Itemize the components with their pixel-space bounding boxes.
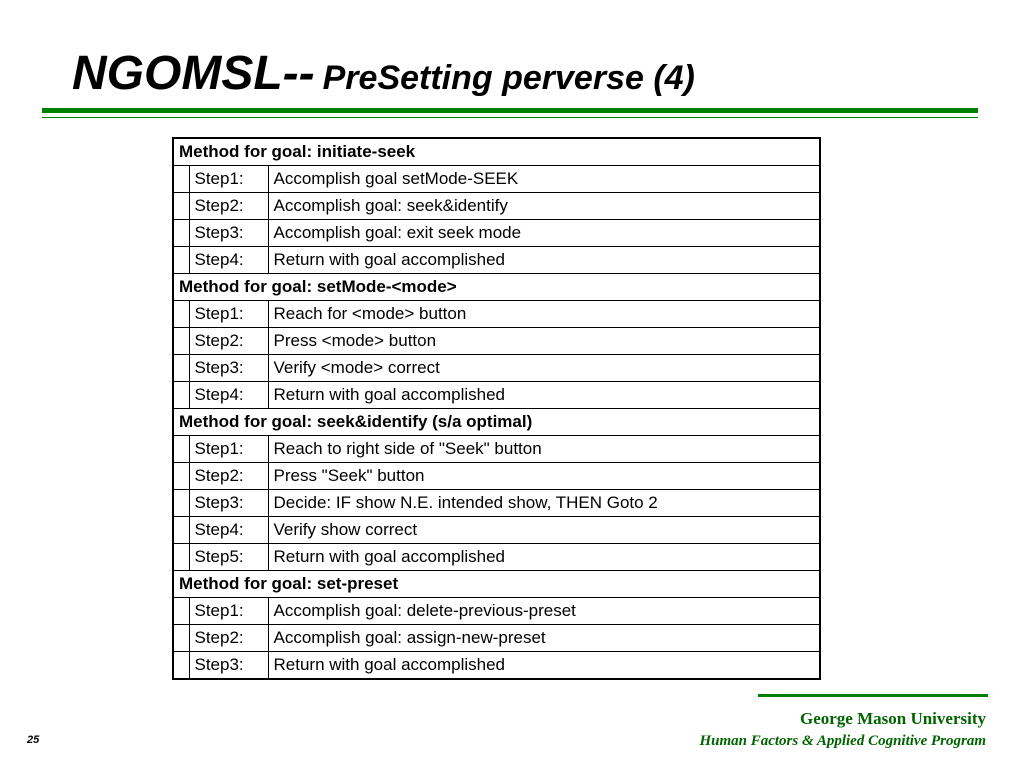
step-row bbox=[173, 247, 820, 274]
step-row bbox=[173, 166, 820, 193]
step-text: Return with goal accomplished bbox=[268, 544, 820, 571]
step-text: Reach to right side of "Seek" button bbox=[268, 436, 820, 463]
footer-rule bbox=[758, 694, 988, 697]
step-indent-cell bbox=[173, 193, 189, 220]
step-indent-cell bbox=[173, 166, 189, 193]
step-indent-cell bbox=[173, 301, 189, 328]
step-text: Return with goal accomplished bbox=[268, 247, 820, 274]
step-row bbox=[173, 517, 820, 544]
step-text: Accomplish goal: delete-previous-preset bbox=[268, 598, 820, 625]
step-text: Accomplish goal setMode-SEEK bbox=[268, 166, 820, 193]
step-text: Decide: IF show N.E. intended show, THEN Goto 2 bbox=[268, 490, 820, 517]
step-text: Press "Seek" button bbox=[268, 463, 820, 490]
step-label: Step1: bbox=[189, 301, 268, 328]
methods-table-body bbox=[173, 138, 820, 679]
step-indent-cell bbox=[173, 517, 189, 544]
program-name: Human Factors & Applied Cognitive Program bbox=[699, 733, 986, 749]
step-label: Step1: bbox=[189, 598, 268, 625]
step-label: Step4: bbox=[189, 517, 268, 544]
step-label: Step3: bbox=[189, 220, 268, 247]
step-row bbox=[173, 355, 820, 382]
step-label: Step3: bbox=[189, 355, 268, 382]
step-text: Accomplish goal: assign-new-preset bbox=[268, 625, 820, 652]
step-row bbox=[173, 463, 820, 490]
method-header-row bbox=[173, 409, 820, 436]
step-label: Step2: bbox=[189, 463, 268, 490]
step-text: Verify <mode> correct bbox=[268, 355, 820, 382]
step-row bbox=[173, 382, 820, 409]
step-indent-cell bbox=[173, 382, 189, 409]
method-header-row bbox=[173, 138, 820, 166]
step-label: Step1: bbox=[189, 166, 268, 193]
step-indent-cell bbox=[173, 328, 189, 355]
step-indent-cell bbox=[173, 544, 189, 571]
step-label: Step3: bbox=[189, 652, 268, 680]
step-row bbox=[173, 625, 820, 652]
step-indent-cell bbox=[173, 247, 189, 274]
step-text: Reach for <mode> button bbox=[268, 301, 820, 328]
step-label: Step2: bbox=[189, 193, 268, 220]
step-indent-cell bbox=[173, 625, 189, 652]
step-label: Step2: bbox=[189, 625, 268, 652]
step-row bbox=[173, 544, 820, 571]
method-header: Method for goal: set-preset bbox=[173, 571, 820, 598]
step-indent-cell bbox=[173, 436, 189, 463]
step-row bbox=[173, 436, 820, 463]
step-row bbox=[173, 328, 820, 355]
step-text: Verify show correct bbox=[268, 517, 820, 544]
step-text: Press <mode> button bbox=[268, 328, 820, 355]
university-name: George Mason University bbox=[799, 709, 986, 728]
step-row bbox=[173, 193, 820, 220]
step-indent-cell bbox=[173, 490, 189, 517]
step-label: Step4: bbox=[189, 382, 268, 409]
step-row bbox=[173, 652, 820, 680]
step-indent-cell bbox=[173, 598, 189, 625]
step-indent-cell bbox=[173, 463, 189, 490]
method-header-row bbox=[173, 571, 820, 598]
step-label: Step4: bbox=[189, 247, 268, 274]
step-indent-cell bbox=[173, 220, 189, 247]
step-indent-cell bbox=[173, 652, 189, 680]
step-label: Step5: bbox=[189, 544, 268, 571]
step-label: Step1: bbox=[189, 436, 268, 463]
step-indent-cell bbox=[173, 355, 189, 382]
step-row bbox=[173, 490, 820, 517]
step-label: Step2: bbox=[189, 328, 268, 355]
step-row bbox=[173, 598, 820, 625]
methods-table bbox=[172, 137, 821, 680]
method-header-row bbox=[173, 274, 820, 301]
title-rule-thin bbox=[42, 117, 978, 118]
slide-title-main: NGOMSL-- bbox=[72, 47, 315, 100]
step-label: Step3: bbox=[189, 490, 268, 517]
slide-title-sub: PreSetting perverse (4) bbox=[322, 59, 695, 97]
step-row bbox=[173, 220, 820, 247]
step-text: Return with goal accomplished bbox=[268, 382, 820, 409]
slide-title bbox=[72, 47, 695, 100]
method-header: Method for goal: seek&identify (s/a optimal) bbox=[173, 409, 820, 436]
method-header: Method for goal: setMode-<mode> bbox=[173, 274, 820, 301]
step-text: Return with goal accomplished bbox=[268, 652, 820, 680]
step-row bbox=[173, 301, 820, 328]
page-number: 25 bbox=[27, 734, 40, 746]
step-text: Accomplish goal: exit seek mode bbox=[268, 220, 820, 247]
step-text: Accomplish goal: seek&identify bbox=[268, 193, 820, 220]
method-header: Method for goal: initiate-seek bbox=[173, 138, 820, 166]
title-rule-thick bbox=[42, 108, 978, 113]
